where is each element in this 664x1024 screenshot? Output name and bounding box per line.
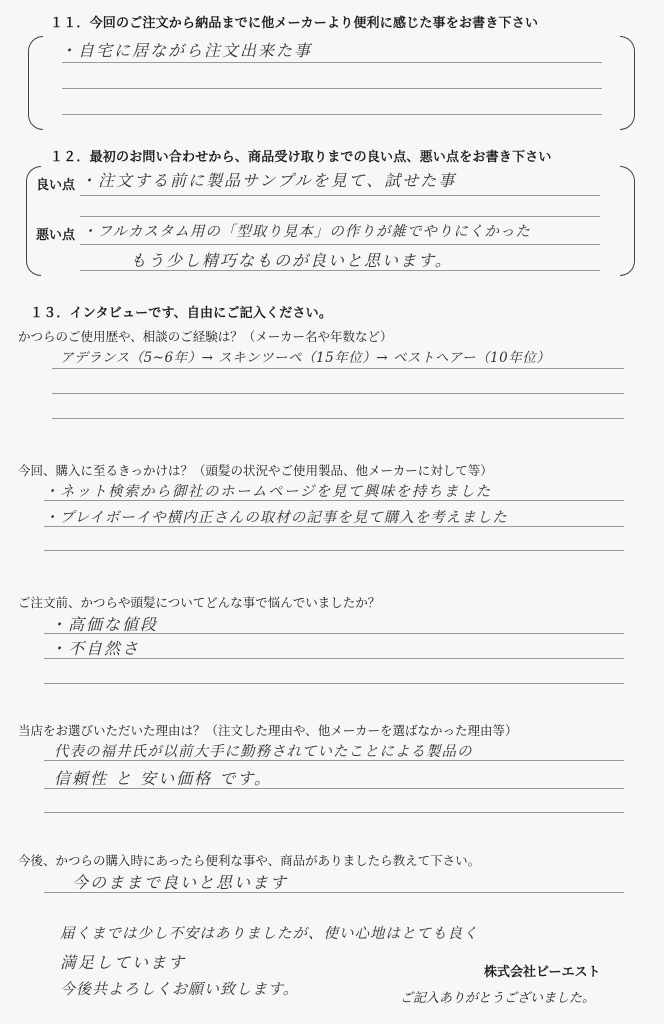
q13-trigger-answer-1: ・ネット検索から御社のホームページを見て興味を持ちました <box>44 484 492 500</box>
answer-line <box>44 892 624 893</box>
q11-heading: １１．今回のご注文から納品までに他メーカーより便利に感じた事をお書き下さい <box>50 16 539 31</box>
q13-worry-answer-1: ・高価な値段 <box>50 615 159 634</box>
answer-line <box>80 216 600 217</box>
q12-bracket-right <box>620 166 635 276</box>
q13-trigger-answer-2: ・プレイボーイや横内正さんの取材の記事を見て購入を考えました <box>44 510 508 526</box>
q13-reason-answer-1: 代表の福井氏が以前大手に勤務されていたことによる製品の <box>54 744 473 760</box>
q13-future-answer-1: 今のままで良いと思います <box>72 873 289 892</box>
answer-line <box>44 760 624 761</box>
answer-line <box>62 88 602 89</box>
q12-heading: １２．最初のお問い合わせから、商品受け取りまでの良い点、悪い点をお書き下さい <box>50 150 552 165</box>
answer-line <box>62 114 602 115</box>
answer-line <box>44 633 624 634</box>
answer-line <box>80 270 600 271</box>
q12-bad-answer-2: もう少し精巧なものが良いと思います。 <box>130 251 453 270</box>
q13-worry-question: ご注文前、かつらや頭髪についてどんな事で悩んでいましたか？ <box>18 595 381 610</box>
q12-bad-label: 悪い点 <box>36 228 76 243</box>
q11-bracket-left <box>28 36 43 130</box>
answer-line <box>80 244 600 245</box>
answer-line <box>52 368 624 369</box>
answer-line <box>52 393 624 394</box>
answer-line <box>44 812 624 813</box>
q13-reason-question: 当店をお選びいただいた理由は？（注文した理由や、他メーカーを選ばなかった理由等） <box>18 723 518 738</box>
answer-line <box>62 62 602 63</box>
q13-history-question: かつらのご使用歴や、相談のご経験は？（メーカー名や年数など） <box>18 329 393 344</box>
answer-line <box>80 195 600 196</box>
q13-future-answer-3: 満足しています <box>60 953 187 972</box>
q13-future-answer-4: 今後共よろしくお願い致します。 <box>60 980 299 998</box>
q11-bracket-right <box>620 36 635 130</box>
company-name: 株式会社ビーエスト <box>484 965 601 980</box>
answer-line <box>44 658 624 659</box>
answer-line <box>44 550 624 551</box>
q13-future-answer-2: 届くまでは少し不安はありましたが、使い心地はとても良く <box>60 926 479 942</box>
q13-worry-answer-2: ・不自然さ <box>50 639 141 658</box>
q13-history-answer: アデランス（5~6年）→ スキンツーペ（15年位）→ ベストヘアー（10年位） <box>60 350 551 366</box>
thanks-message: ご記入ありがとうございました。 <box>400 991 596 1006</box>
answer-line <box>44 526 624 527</box>
answer-line <box>52 418 624 419</box>
q13-trigger-question: 今回、購入に至るきっかけは？（頭髪の状況やご使用製品、他メーカーに対して等） <box>18 463 493 478</box>
q12-bad-answer-1: ・フルカスタム用の「型取り見本」の作りが雑でやりにくかった <box>82 224 531 240</box>
q12-good-answer: ・注文する前に製品サンプルを見て、試せた事 <box>80 171 457 190</box>
q13-heading: １３．インタビューです、自由にご記入ください。 <box>30 306 333 321</box>
answer-line <box>44 683 624 684</box>
q13-future-question: 今後、かつらの購入時にあったら便利な事や、商品がありましたら教えて下さい。 <box>18 853 481 868</box>
answer-line <box>44 500 624 501</box>
q12-good-label: 良い点 <box>36 178 76 193</box>
q11-answer: ・自宅に居ながら注文出来た事 <box>60 41 313 60</box>
q13-reason-answer-2: 信頼性 と 安い価格 です。 <box>54 769 272 788</box>
answer-line <box>44 788 624 789</box>
